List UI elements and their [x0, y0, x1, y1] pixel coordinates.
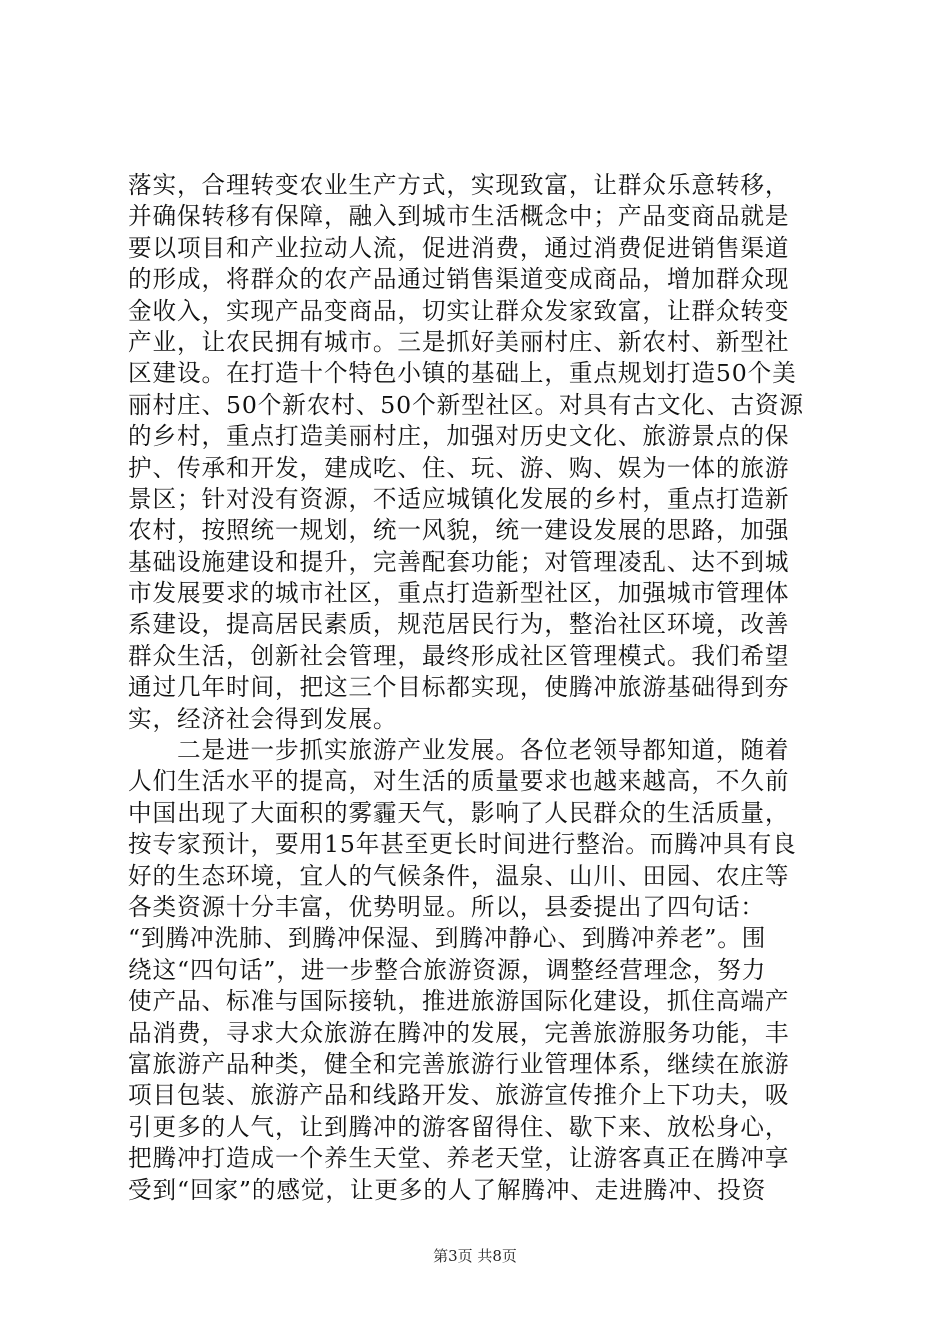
text-line: 的乡村，重点打造美丽村庄，加强对历史文化、旅游景点的保 — [128, 422, 790, 451]
text-line: 绕这“四句话”，进一步整合旅游资源，调整经营理念，努力 — [128, 955, 767, 984]
text-line: 把腾冲打造成一个养生天堂、养老天堂，让游客真正在腾冲享 — [128, 1144, 790, 1173]
text-line: 群众生活，创新社会管理，最终形成社区管理模式。我们希望 — [128, 641, 790, 670]
text-line: 受到“回家”的感觉，让更多的人了解腾冲、走进腾冲、投资 — [128, 1175, 767, 1204]
text-line: 产业，让农民拥有城市。三是抓好美丽村庄、新农村、新型社 — [128, 327, 790, 356]
page-footer: 第3页 共8页 — [433, 1247, 517, 1265]
body-text — [128, 170, 828, 1206]
text-line: 区建设。在打造十个特色小镇的基础上，重点规划打造50个美 — [128, 359, 797, 388]
text-line: 市发展要求的城市社区，重点打造新型社区，加强城市管理体 — [128, 579, 790, 608]
text-line: 中国出现了大面积的雾霾天气，影响了人民群众的生活质量， — [128, 798, 790, 827]
text-line: 好的生态环境，宜人的气候条件，温泉、山川、田园、农庄等 — [128, 861, 790, 890]
text-line: 使产品、标准与国际接轨，推进旅游国际化建设，抓住高端产 — [128, 987, 790, 1016]
text-line: 实，经济社会得到发展。 — [128, 704, 398, 733]
text-line: 农村，按照统一规划，统一风貌，统一建设发展的思路，加强 — [128, 516, 790, 545]
text-line: 通过几年时间，把这三个目标都实现，使腾冲旅游基础得到夯 — [128, 673, 790, 702]
text-line: 丽村庄、50个新农村、50个新型社区。对具有古文化、古资源 — [128, 390, 804, 419]
text-line: 金收入，实现产品变商品，切实让群众发家致富，让群众转变 — [128, 296, 790, 325]
text-line: 引更多的人气，让到腾冲的游客留得住、歇下来、放松身心， — [128, 1112, 790, 1141]
text-line: 的形成，将群众的农产品通过销售渠道变成商品，增加群众现 — [128, 265, 790, 294]
text-line: 要以项目和产业拉动人流，促进消费，通过消费促进销售渠道 — [128, 233, 790, 262]
text-line: 系建设，提高居民素质，规范居民行为，整治社区环境，改善 — [128, 610, 790, 639]
text-line: 基础设施建设和提升，完善配套功能；对管理凌乱、达不到城 — [128, 547, 790, 576]
text-line: 各类资源十分丰富，优势明显。所以，县委提出了四句话： — [128, 892, 765, 921]
text-line: “到腾冲洗肺、到腾冲保湿、到腾冲静心、到腾冲养老”。围 — [128, 924, 767, 953]
text-line: 落实，合理转变农业生产方式，实现致富，让群众乐意转移， — [128, 171, 790, 199]
text-line: 品消费，寻求大众旅游在腾冲的发展，完善旅游服务功能，丰 — [128, 1018, 790, 1047]
text-line: 并确保转移有保障，融入到城市生活概念中；产品变商品就是 — [128, 202, 790, 231]
text-line: 项目包装、旅游产品和线路开发、旅游宣传推介上下功夫，吸 — [128, 1081, 790, 1110]
text-line: 护、传承和开发，建成吃、住、玩、游、购、娱为一体的旅游 — [128, 453, 790, 482]
text-line: 按专家预计，要用15年甚至更长时间进行整治。而腾冲具有良 — [128, 830, 797, 859]
text-line: 景区；针对没有资源，不适应城镇化发展的乡村，重点打造新 — [128, 484, 790, 513]
text-line: 人们生活水平的提高，对生活的质量要求也越来越高，不久前 — [128, 767, 790, 796]
text-line: 二是进一步抓实旅游产业发展。各位老领导都知道，随着 — [128, 736, 790, 765]
text-line: 富旅游产品种类，健全和完善旅游行业管理体系，继续在旅游 — [128, 1049, 790, 1078]
